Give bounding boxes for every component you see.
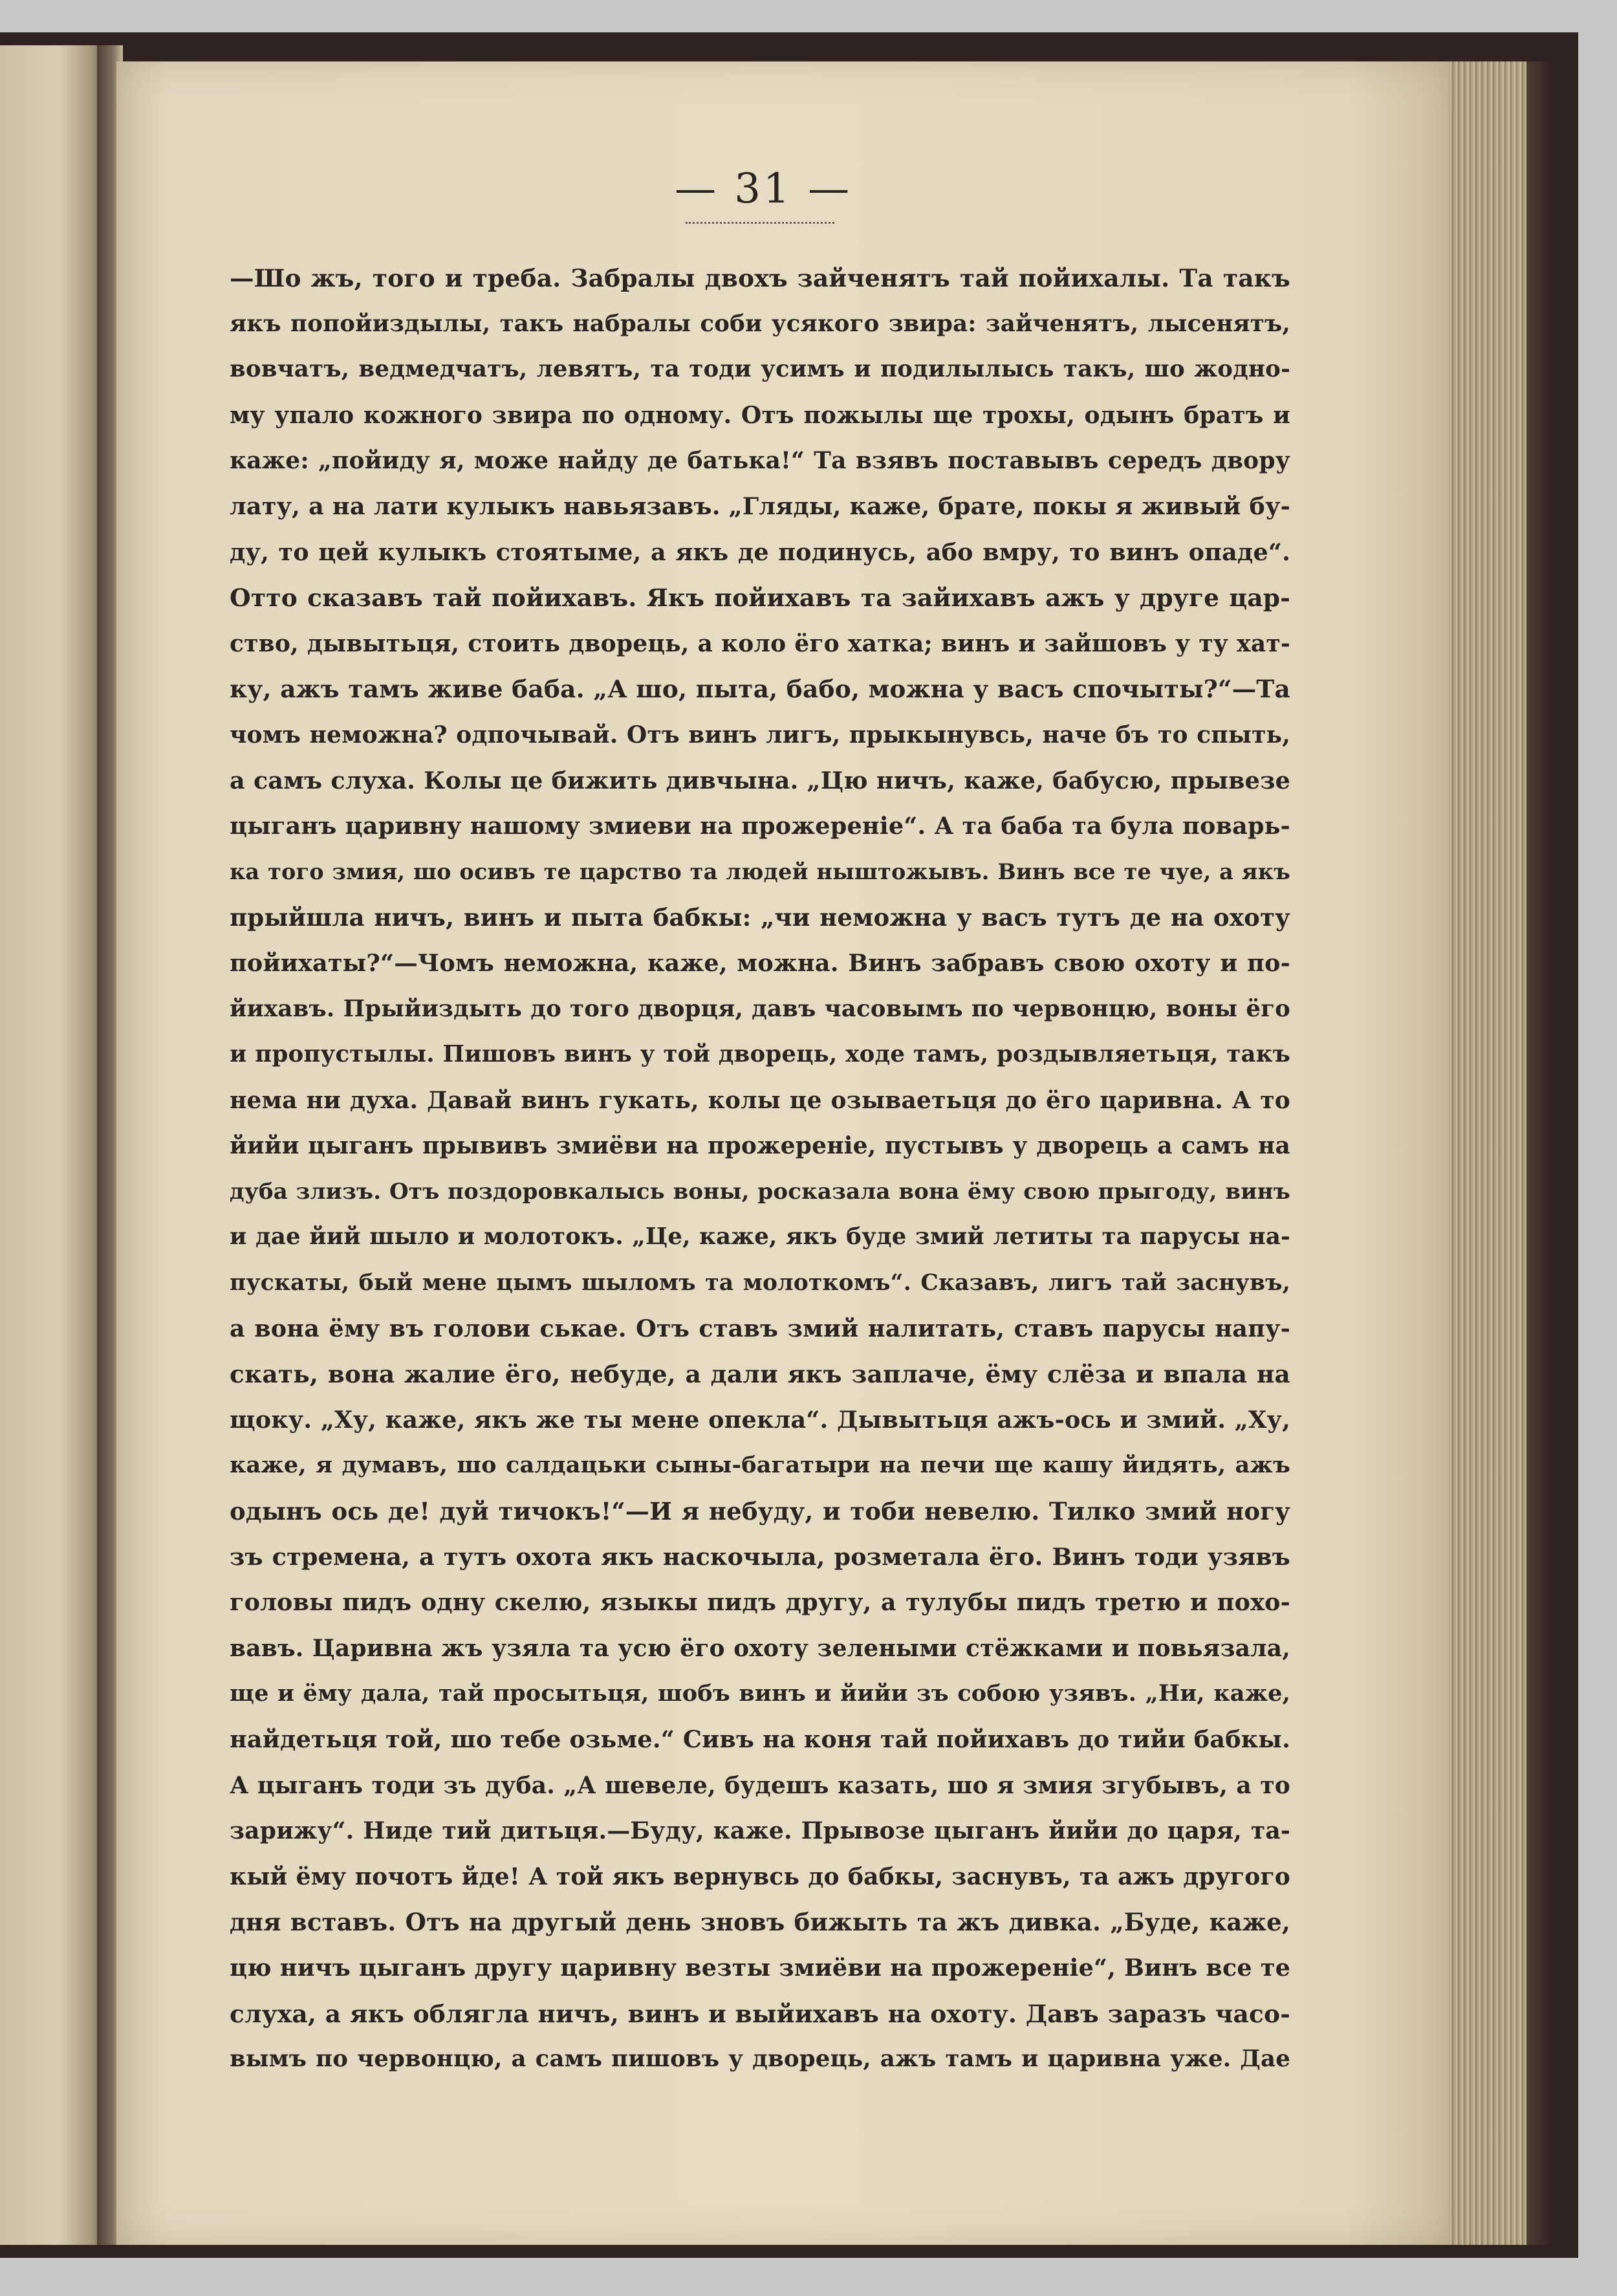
text-line: цю ничъ цыганъ другу царивну везты змиёви на прожереніе“, Винъ все те xyxy=(230,1953,1290,1982)
text-line: и пропустылы. Пишовъ винъ у той дворець, ходе тамъ, роздывляетьця, такъ xyxy=(230,1041,1290,1068)
text-line: Отто сказавъ тай пойихавъ. Якъ пойихавъ та зайихавъ ажъ у друге цар- xyxy=(230,584,1290,613)
text-line: нема ни духа. Давай винъ гукать, колы це озываетьця до ёго царивна. А то xyxy=(230,1086,1290,1114)
text-line: скать, вона жалие ёго, небуде, а дали якъ заплаче, ёму слёза и впала на xyxy=(230,1360,1290,1389)
text-line: прыйшла ничъ, винъ и пыта бабкы: „чи неможна у васъ тутъ де на охоту xyxy=(230,903,1290,932)
text-line: одынъ ось де! дуй тичокъ!“—И я небуду, и тоби невелю. Тилко змий ногу xyxy=(230,1497,1290,1526)
text-line: найдетьця той, шо тебе озьме.“ Сивъ на коня тай пойихавъ до тийи бабкы. xyxy=(230,1725,1290,1753)
text-line: —Шо жъ, того и треба. Забралы двохъ зайченятъ тай пойихалы. Та такъ xyxy=(230,264,1290,292)
text-line: слуха, а якъ облягла ничъ, винъ и выйихавъ на охоту. Давъ заразъ часо- xyxy=(230,1999,1290,2028)
text-line: пойихаты?“—Чомъ неможна, каже, можна. Винъ забравъ свою охоту и по- xyxy=(230,948,1290,977)
text-line: якъ попойиздылы, такъ набралы соби усякого звира: зайченятъ, лысенятъ, xyxy=(230,310,1290,337)
text-line: а самъ слуха. Колы це бижить дивчына. „Цю ничъ, каже, бабусю, прывезе xyxy=(230,766,1290,794)
page-block-edges xyxy=(1449,61,1526,2245)
text-line: зарижу“. Ниде тий дитьця.—Буду, каже. Прывозе цыганъ йийи до царя, та- xyxy=(230,1817,1290,1845)
text-line: ду, то цей кулыкъ стоятыме, а якъ де подинусь, або вмру, то винъ опаде“. xyxy=(230,538,1290,566)
text-line: дня вставъ. Отъ на другый день зновъ бижыть та жъ дивка. „Буде, каже, xyxy=(230,1908,1290,1937)
text-line: ще и ёму дала, тай просытьця, шобъ винъ и йийи зъ собою узявъ. „Ни, каже, xyxy=(230,1680,1290,1707)
text-line: кый ёму почотъ йде! А той якъ вернувсь до бабкы, заснувъ, та ажъ другого xyxy=(230,1863,1290,1890)
text-line: вовчатъ, ведмедчатъ, левятъ, та тоди усимъ и подилылысь такъ, шо жодно- xyxy=(230,356,1290,383)
text-line: каже, я думавъ, шо салдацьки сыны-багатыри на печи ще кашу йидять, ажъ xyxy=(230,1452,1290,1479)
text-line: зъ стремена, а тутъ охота якъ наскочыла, розметала ёго. Винъ тоди узявъ xyxy=(230,1542,1290,1571)
text-line: йийи цыганъ прывивъ змиёви на прожереніе, пустывъ у дворець а самъ на xyxy=(230,1132,1290,1160)
text-line: А цыганъ тоди зъ дуба. „А шевеле, будешъ казать, шо я змия згубывъ, а то xyxy=(230,1771,1290,1799)
text-line: дуба злизъ. Отъ поздоровкалысь воны, росказала вона ёму свою прыгоду, винъ xyxy=(230,1178,1290,1205)
text-line: а вона ёму въ голови ськае. Отъ ставъ змий налитать, ставъ парусы напу- xyxy=(230,1314,1290,1342)
text-line: вавъ. Царивна жъ узяла та усю ёго охоту зелеными стёжками и повьязала, xyxy=(230,1634,1290,1662)
text-line: головы пидъ одну скелю, языкы пидъ другу, а тулубы пидъ третю и похо- xyxy=(230,1588,1290,1617)
page-number: — 31 — xyxy=(674,165,852,213)
text-line: лату, а на лати кулыкъ навьязавъ. „Гляды, каже, брате, покы я живый бу- xyxy=(230,492,1290,520)
text-line: каже: „пойиду я, може найду де батька!“ Та взявъ поставывъ середъ двору xyxy=(230,447,1290,475)
text-line: щоку. „Ху, каже, якъ же ты мене опекла“. Дывытьця ажъ-ось и змий. „Ху, xyxy=(230,1405,1290,1434)
body-text xyxy=(230,256,1290,2083)
text-line: пускаты, бый мене цымъ шыломъ та молоткомъ“. Сказавъ, лигъ тай заснувъ, xyxy=(230,1270,1290,1296)
text-line: ку, ажъ тамъ живе баба. „А шо, пыта, бабо, можна у васъ спочыты?“—Та xyxy=(230,675,1290,704)
text-line: йихавъ. Прыйиздыть до того дворця, давъ часовымъ по червонцю, воны ёго xyxy=(230,995,1290,1022)
text-line: ство, дывытьця, стоить дворець, а коло ёго хатка; винъ и зайшовъ у ту хат- xyxy=(230,629,1290,657)
text-line: цыганъ царивну нашому змиеви на прожереніе“. А та баба та була поварь- xyxy=(230,812,1290,840)
page-number-ornament xyxy=(686,218,834,224)
text-line: ка того змия, шо осивъ те царство та людей ныштожывъ. Винъ все те чуе, а якъ xyxy=(230,858,1290,884)
facing-page-edge xyxy=(0,45,107,2245)
text-line: вымъ по червонцю, а самъ пишовъ у дворець, ажъ тамъ и царивна уже. Дае xyxy=(230,2046,1290,2073)
text-line: му упало кожного звира по одному. Отъ пожылы ще трохы, одынъ братъ и xyxy=(230,401,1290,429)
text-line: и дае йий шыло и молотокъ. „Це, каже, якъ буде змий летиты та парусы на- xyxy=(230,1223,1290,1251)
text-line: чомъ неможна? одпочывай. Отъ винъ лигъ, прыкынувсь, наче бъ то спыть, xyxy=(230,721,1290,749)
page-block-shadow xyxy=(1526,61,1552,2245)
